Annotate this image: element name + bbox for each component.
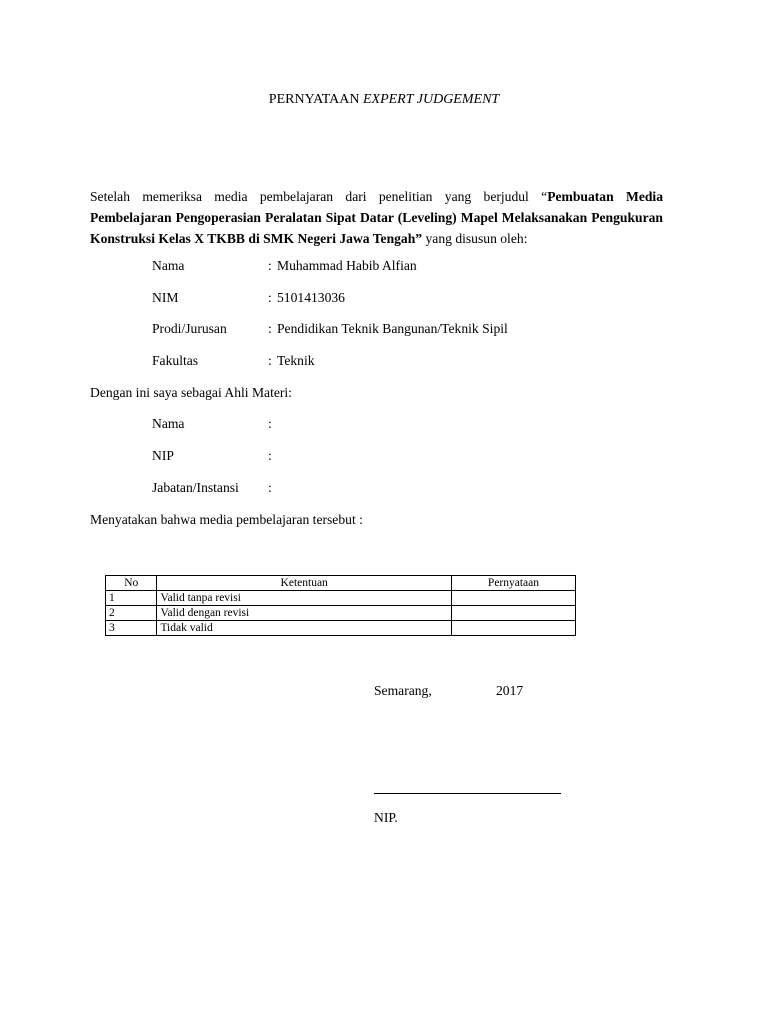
ahli-jabatan-colon: : — [268, 480, 272, 495]
header-no: No — [106, 576, 157, 591]
author-nim-label: NIM — [152, 290, 179, 305]
title-italic: EXPERT JUDGEMENT — [362, 92, 500, 107]
document-title — [0, 92, 768, 108]
author-nama-value: Muhammad Habib Alfian — [277, 258, 417, 273]
signature-line — [374, 793, 561, 794]
author-prodi-colon: : — [268, 321, 272, 336]
row-no: 1 — [106, 591, 157, 606]
ahli-nip-colon: : — [268, 448, 272, 463]
header-ketentuan: Ketentuan — [157, 576, 452, 591]
table-row — [106, 591, 576, 606]
table-row — [106, 621, 576, 636]
author-nama-label: Nama — [152, 258, 185, 273]
title-prefix: PERNYATAAN — [268, 92, 363, 107]
ketentuan-table — [105, 575, 576, 636]
author-fakultas-value: Teknik — [277, 353, 315, 368]
author-nim-value: 5101413036 — [277, 290, 345, 305]
header-pernyataan: Pernyataan — [451, 576, 575, 591]
row-ketentuan: Tidak valid — [157, 621, 452, 636]
intro-lead: Setelah memeriksa media pembelajaran dari penelitian yang berjudul “ — [90, 189, 548, 204]
signature-nip-label: NIP. — [374, 810, 398, 825]
row-pernyataan-cell[interactable] — [451, 621, 575, 636]
row-pernyataan-cell[interactable] — [451, 606, 575, 621]
author-nim-colon: : — [268, 290, 272, 305]
ahli-nip-label: NIP — [152, 448, 174, 463]
table-header-row — [106, 576, 576, 591]
author-nama-colon: : — [268, 258, 272, 273]
table-row — [106, 606, 576, 621]
author-prodi-value: Pendidikan Teknik Bangunan/Teknik Sipil — [277, 321, 508, 336]
ahli-nama-colon: : — [268, 416, 272, 431]
signature-city: Semarang, — [374, 683, 432, 698]
signature-year: 2017 — [496, 683, 524, 698]
research-title: Pembuatan Media Pembelajaran Pengoperasian Peralatan Sipat Datar (Leveling) Mapel Melaksanakan Pengukuran Konstruksi Kelas X TKBB di SMK Negeri Jawa Tengah” — [90, 189, 663, 246]
author-prodi-label: Prodi/Jurusan — [152, 321, 227, 336]
author-fakultas-label: Fakultas — [152, 353, 199, 368]
row-ketentuan: Valid dengan revisi — [157, 606, 452, 621]
statement-intro: Menyatakan bahwa media pembelajaran tersebut : — [90, 512, 363, 527]
row-no: 2 — [106, 606, 157, 621]
ahli-jabatan-label: Jabatan/Instansi — [152, 480, 239, 495]
ahli-nama-label: Nama — [152, 416, 185, 431]
row-pernyataan-cell[interactable] — [451, 591, 575, 606]
intro-tail: yang disusun oleh: — [422, 231, 528, 246]
row-no: 3 — [106, 621, 157, 636]
row-ketentuan: Valid tanpa revisi — [157, 591, 452, 606]
intro-paragraph — [90, 186, 663, 249]
ahli-intro: Dengan ini saya sebagai Ahli Materi: — [90, 385, 292, 400]
author-fakultas-colon: : — [268, 353, 272, 368]
